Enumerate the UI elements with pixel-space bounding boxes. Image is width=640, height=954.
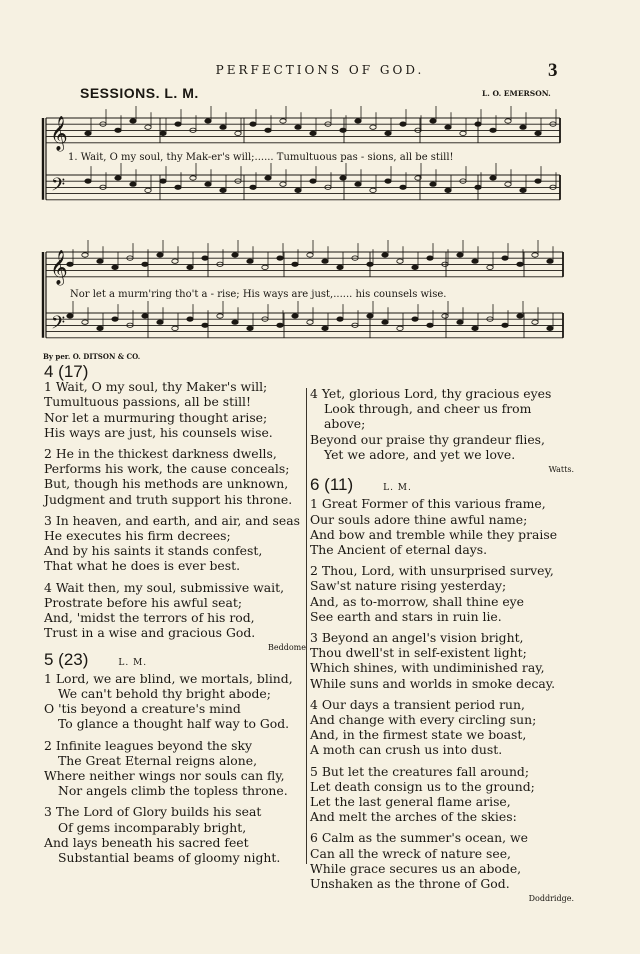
verse-line: And, as to-morrow, shall thine eye [310, 593, 525, 609]
verse-line: Can all the wreck of nature see, [310, 845, 511, 861]
verse-line: See earth and stars in ruin lie. [310, 608, 502, 624]
note-head [382, 253, 388, 257]
note-head [112, 265, 118, 269]
note-head [247, 259, 253, 263]
note-head [220, 125, 226, 129]
hymn-6-number: 6 (11) [310, 475, 354, 495]
note-head [187, 317, 193, 321]
note-head [115, 176, 121, 180]
note-head [172, 326, 178, 330]
note-head [172, 259, 178, 263]
note-head [67, 262, 73, 266]
verse-line: 5 But let the creatures fall around; [310, 763, 530, 779]
note-head [532, 253, 538, 257]
verse-line: 1 Lord, we are blind, we mortals, blind, [44, 670, 293, 686]
page-number: 3 [548, 60, 558, 81]
note-head [340, 176, 346, 180]
hymn-4-continued-text [310, 386, 574, 462]
note-head [382, 320, 388, 324]
note-head [340, 128, 346, 132]
verse-line: His ways are just, his counsels wise. [44, 424, 273, 440]
note-head [322, 326, 328, 330]
note-head [130, 182, 136, 186]
verse-line: He executes his firm decrees; [44, 528, 231, 544]
note-head [430, 182, 436, 186]
hymn-5-text [44, 671, 306, 865]
hymn-4-number: 4 (17) [44, 362, 89, 381]
verse-line: 4 Our days a transient period run, [310, 696, 525, 712]
verse-line: Beyond our praise thy grandeur flies, [310, 431, 545, 447]
note-head [517, 262, 523, 266]
verse-line: Trust in a wise and gracious God. [44, 625, 256, 641]
note-head [337, 265, 343, 269]
note-head [520, 188, 526, 192]
hymn-6-text [310, 496, 574, 891]
note-head [130, 119, 136, 123]
note-head [82, 320, 88, 324]
note-head [280, 182, 286, 186]
note-head [115, 128, 121, 132]
note-head [427, 256, 433, 260]
note-head [397, 259, 403, 263]
note-head [505, 119, 511, 123]
note-head [427, 323, 433, 327]
note-head [292, 314, 298, 318]
note-head [397, 326, 403, 330]
verse-line: 2 He in the thickest darkness dwells, [44, 446, 277, 462]
note-head [532, 320, 538, 324]
note-head [502, 323, 508, 327]
note-head [202, 256, 208, 260]
note-head [487, 265, 493, 269]
note-head [472, 259, 478, 263]
note-head [247, 326, 253, 330]
note-head [400, 185, 406, 189]
verse-line: Prostrate before his awful seat; [44, 594, 243, 610]
column-divider [306, 388, 307, 864]
hymn-4-author: Beddome [268, 643, 306, 653]
verse-line: Where neither wings nor souls can fly, [44, 768, 285, 784]
verse-line: But, though his methods are unknown, [44, 476, 289, 492]
verse-line: And by his saints it stands confest, [44, 543, 263, 559]
verse-line: Judgment and truth support his throne. [44, 491, 293, 507]
note-head [310, 179, 316, 183]
note-head [157, 320, 163, 324]
note-head [355, 119, 361, 123]
verse-line: We can't behold thy bright abode; [58, 686, 271, 702]
verse-line: And melt the arches of the skies: [310, 809, 517, 825]
note-head [502, 256, 508, 260]
note-head [310, 131, 316, 135]
verse-line: Tumultuous passions, all be still! [44, 394, 251, 410]
verse-line: Our souls adore thine awful name; [310, 511, 528, 527]
verse-line: The Ancient of eternal days. [310, 542, 488, 558]
verse-line: A moth can crush us into dust. [310, 742, 503, 758]
note-head [277, 323, 283, 327]
verse-line: Yet we adore, and yet we love. [324, 446, 516, 462]
note-head [265, 176, 271, 180]
clef-icon: 𝄢 [51, 313, 66, 338]
verse-line: Nor let a murmuring thought arise; [44, 409, 268, 425]
note-head [520, 125, 526, 129]
verse-line: O 'tis beyond a creature's mind [44, 701, 241, 717]
verse-line: Saw'st nature rising yesterday; [310, 578, 507, 594]
note-head [85, 131, 91, 135]
verse-line: And bow and tremble while they praise [310, 526, 558, 542]
note-head [307, 253, 313, 257]
note-head [490, 128, 496, 132]
note-head [307, 320, 313, 324]
note-head [535, 131, 541, 135]
note-head [355, 182, 361, 186]
verse-line: Thou dwell'st in self-existent light; [310, 645, 527, 661]
note-head [250, 122, 256, 126]
note-head [385, 131, 391, 135]
note-head [295, 188, 301, 192]
verse-line: The Great Eternal reigns alone, [58, 752, 258, 768]
note-head [145, 188, 151, 192]
note-head [367, 314, 373, 318]
note-head [442, 314, 448, 318]
note-head [67, 314, 73, 318]
note-head [547, 259, 553, 263]
music-score [0, 0, 640, 360]
note-head [160, 131, 166, 135]
verse-line: And, in the firmest state we boast, [310, 727, 527, 743]
verse-line: 1 Great Former of this various frame, [310, 496, 546, 512]
hymn-4-text [44, 379, 306, 640]
verse-line: While grace secures us an abode, [310, 860, 522, 876]
note-head [322, 259, 328, 263]
verse-line: 6 Calm as the summer's ocean, we [310, 830, 528, 846]
verse-line: 4 Wait then, my soul, submissive wait, [44, 579, 285, 595]
note-head [460, 131, 466, 135]
note-head [97, 259, 103, 263]
lyrics-line-2: Nor let a murm'ring tho't a - rise; His ways are just,...... his counsels wise. [70, 289, 447, 300]
verse-line: 3 Beyond an angel's vision bright, [310, 630, 524, 646]
note-head [142, 314, 148, 318]
note-head [250, 185, 256, 189]
note-head [157, 253, 163, 257]
note-head [475, 122, 481, 126]
note-head [205, 119, 211, 123]
clef-icon: 𝄢 [51, 175, 66, 200]
note-head [367, 262, 373, 266]
hymn-4-continued-author: Watts. [548, 465, 574, 475]
verse-line: 3 In heaven, and earth, and air, and seas [44, 512, 300, 528]
note-head [280, 119, 286, 123]
note-head [472, 326, 478, 330]
note-head [370, 125, 376, 129]
verse-line: To glance a thought half way to God. [58, 716, 290, 732]
note-head [82, 253, 88, 257]
note-head [292, 262, 298, 266]
note-head [517, 314, 523, 318]
verse-line: While suns and worlds in smoke decay. [310, 675, 556, 691]
note-head [400, 122, 406, 126]
note-head [535, 179, 541, 183]
verse-line: 2 Infinite leagues beyond the sky [44, 737, 253, 753]
note-head [475, 185, 481, 189]
verse-line: Let the last general flame arise, [310, 794, 511, 810]
verse-line: Look through, and cheer us from above; [324, 401, 532, 432]
verse-line: Which shines, with undiminished ray, [310, 660, 545, 676]
note-head [220, 188, 226, 192]
note-head [412, 317, 418, 321]
verse-line: And change with every circling sun; [310, 712, 537, 728]
composer: L. O. EMERSON. [482, 89, 551, 98]
note-head [175, 185, 181, 189]
note-head [265, 128, 271, 132]
note-head [457, 320, 463, 324]
note-head [205, 182, 211, 186]
note-head [97, 326, 103, 330]
note-head [142, 262, 148, 266]
left-column [44, 364, 306, 865]
note-head [187, 265, 193, 269]
note-head [547, 326, 553, 330]
hymn-6-meter: L. M. [383, 483, 412, 494]
note-head [445, 188, 451, 192]
note-head [490, 176, 496, 180]
copyright-note: By per. O. DITSON & CO. [43, 352, 141, 361]
hymn-5-meter: L. M. [118, 657, 148, 668]
verse-line: 2 Thou, Lord, with unsurprised survey, [310, 563, 554, 579]
verse-line: Substantial beams of gloomy night. [58, 850, 281, 866]
hymn-5-number: 5 (23) [44, 649, 89, 669]
note-head [430, 119, 436, 123]
note-head [85, 179, 91, 183]
verse-line: Nor angels climb the topless throne. [58, 783, 288, 799]
note-head [277, 256, 283, 260]
note-head [175, 122, 181, 126]
note-head [112, 317, 118, 321]
verse-line: That what he does is ever best. [44, 558, 241, 574]
note-head [202, 323, 208, 327]
verse-line: Unshaken as the throne of God. [310, 876, 510, 892]
note-head [412, 265, 418, 269]
verse-line: And, 'midst the terrors of his rod, [44, 610, 255, 626]
note-head [232, 253, 238, 257]
running-head: PERFECTIONS OF GOD. [215, 63, 425, 77]
clef-icon: 𝄞 [50, 250, 68, 285]
lyrics-line-1: 1. Wait, O my soul, thy Mak-er's will;...... Tumultuous pas - sions, all be still! [68, 152, 454, 163]
note-head [457, 253, 463, 257]
note-head [217, 314, 223, 318]
note-head [235, 131, 241, 135]
verse-line: Performs his work, the cause conceals; [44, 461, 290, 477]
verse-line: And lays beneath his sacred feet [44, 834, 249, 850]
verse-line: 1 Wait, O my soul, thy Maker's will; [44, 379, 268, 395]
verse-line: Let death consign us to the ground; [310, 778, 535, 794]
note-head [370, 188, 376, 192]
verse-line: 4 Yet, glorious Lord, thy gracious eyes [310, 386, 552, 401]
note-head [160, 179, 166, 183]
tune-title: SESSIONS. L. M. [80, 85, 199, 101]
note-head [445, 125, 451, 129]
note-head [337, 317, 343, 321]
note-head [505, 182, 511, 186]
verse-line: Of gems incomparably bright, [58, 819, 247, 835]
clef-icon: 𝄞 [50, 116, 68, 151]
note-head [385, 179, 391, 183]
hymn-6-author: Doddridge. [528, 894, 574, 904]
note-head [190, 176, 196, 180]
note-head [145, 125, 151, 129]
right-column [310, 386, 574, 907]
note-head [295, 125, 301, 129]
note-head [232, 320, 238, 324]
verse-line: 3 The Lord of Glory builds his seat [44, 804, 262, 820]
note-head [262, 265, 268, 269]
